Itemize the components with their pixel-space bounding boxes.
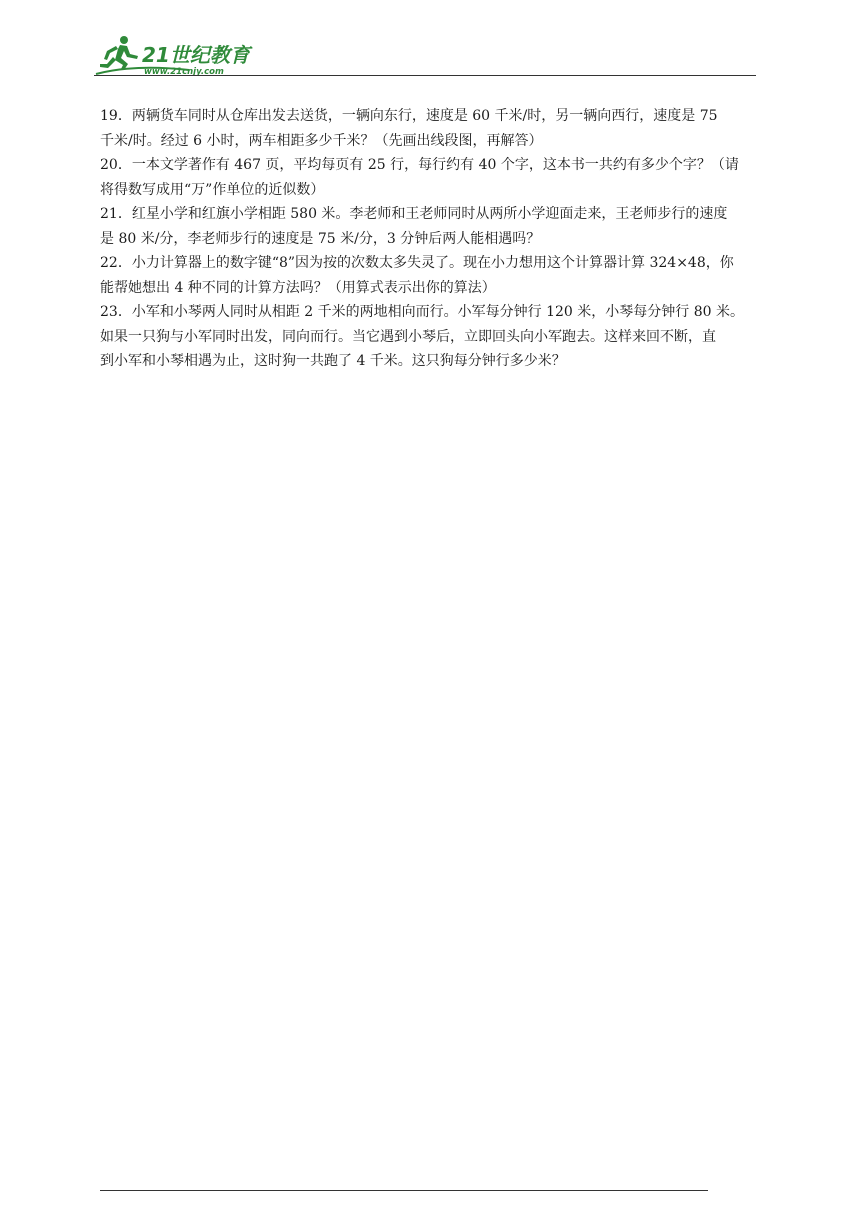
question-line: 到小军和小琴相遇为止，这时狗一共跑了 4 千米。这只狗每分钟行多少米？ — [100, 353, 566, 369]
question-line: 20．一本文学著作有 467 页，平均每页有 25 行，每行约有 40 个字，这本书一共约有多少个字？（请 — [100, 157, 739, 173]
question-line: 如果一只狗与小军同时出发，同向而行。当它遇到小琴后，立即回头向小军跑去。这样来回不断，直 — [100, 328, 716, 345]
page-header — [94, 30, 756, 78]
question-line: 能帮她想出 4 种不同的计算方法吗？（用算式表示出你的算法） — [100, 279, 496, 296]
question-list — [100, 104, 764, 374]
question-line: 23．小军和小琴两人同时从相距 2 千米的两地相向而行。小军每分钟行 120 米，小琴每分钟行 80 米。 — [100, 304, 744, 320]
question-line: 将得数写成用“万”作单位的近似数） — [100, 181, 325, 198]
question-line: 19．两辆货车同时从仓库出发去送货，一辆向东行，速度是 60 千米/时，另一辆向西行，速度是 75 — [100, 108, 718, 124]
question-20 — [100, 153, 764, 202]
question-23 — [100, 300, 764, 374]
question-21 — [100, 202, 764, 251]
question-line: 千米/时。经过 6 小时，两车相距多少千米？（先画出线段图，再解答） — [100, 132, 543, 149]
logo-text: 21世纪教育 — [142, 43, 250, 67]
logo-url: www.21cnjy.com — [144, 67, 224, 76]
runner-icon — [100, 36, 138, 70]
question-line: 是 80 米/分，李老师步行的速度是 75 米/分，3 分钟后两人能相遇吗？ — [100, 230, 541, 247]
question-line: 22．小力计算器上的数字键“8”因为按的次数太多失灵了。现在小力想用这个计算器计算 324×48，你 — [100, 255, 734, 271]
header-divider — [94, 75, 756, 76]
question-19 — [100, 104, 764, 153]
footer-divider — [100, 1190, 708, 1191]
question-line: 21．红星小学和红旗小学相距 580 米。李老师和王老师同时从两所小学迎面走来，王老师步行的速度 — [100, 206, 728, 222]
site-logo — [94, 34, 264, 76]
question-22 — [100, 251, 764, 300]
